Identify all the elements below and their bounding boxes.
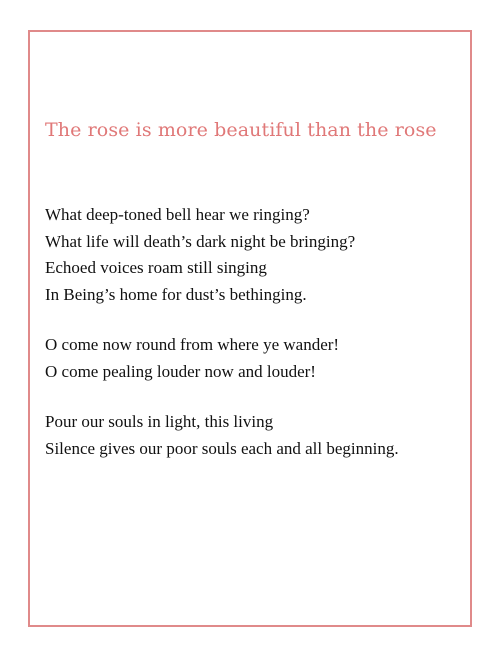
poem-line: What life will death’s dark night be bringing? — [45, 231, 356, 251]
stanza-1 — [45, 202, 399, 308]
poem-line: What deep-toned bell hear we ringing? — [45, 205, 310, 224]
poem-title: The rose is more beautiful than the rose — [45, 119, 437, 141]
poem-line: Echoed voices roam still singing — [45, 258, 267, 277]
poem-line: O come now round from where ye wander! — [45, 335, 340, 354]
poem-line: Silence gives our poor souls each and all beginning. — [45, 438, 399, 458]
stanza-3 — [45, 409, 399, 462]
poem-line: O come pealing louder now and louder! — [45, 361, 316, 381]
poem-body — [45, 202, 399, 486]
poem-line: Pour our souls in light, this living — [45, 412, 274, 431]
poem-line: In Being’s home for dust’s bethinging. — [45, 284, 307, 304]
stanza-2 — [45, 332, 399, 385]
